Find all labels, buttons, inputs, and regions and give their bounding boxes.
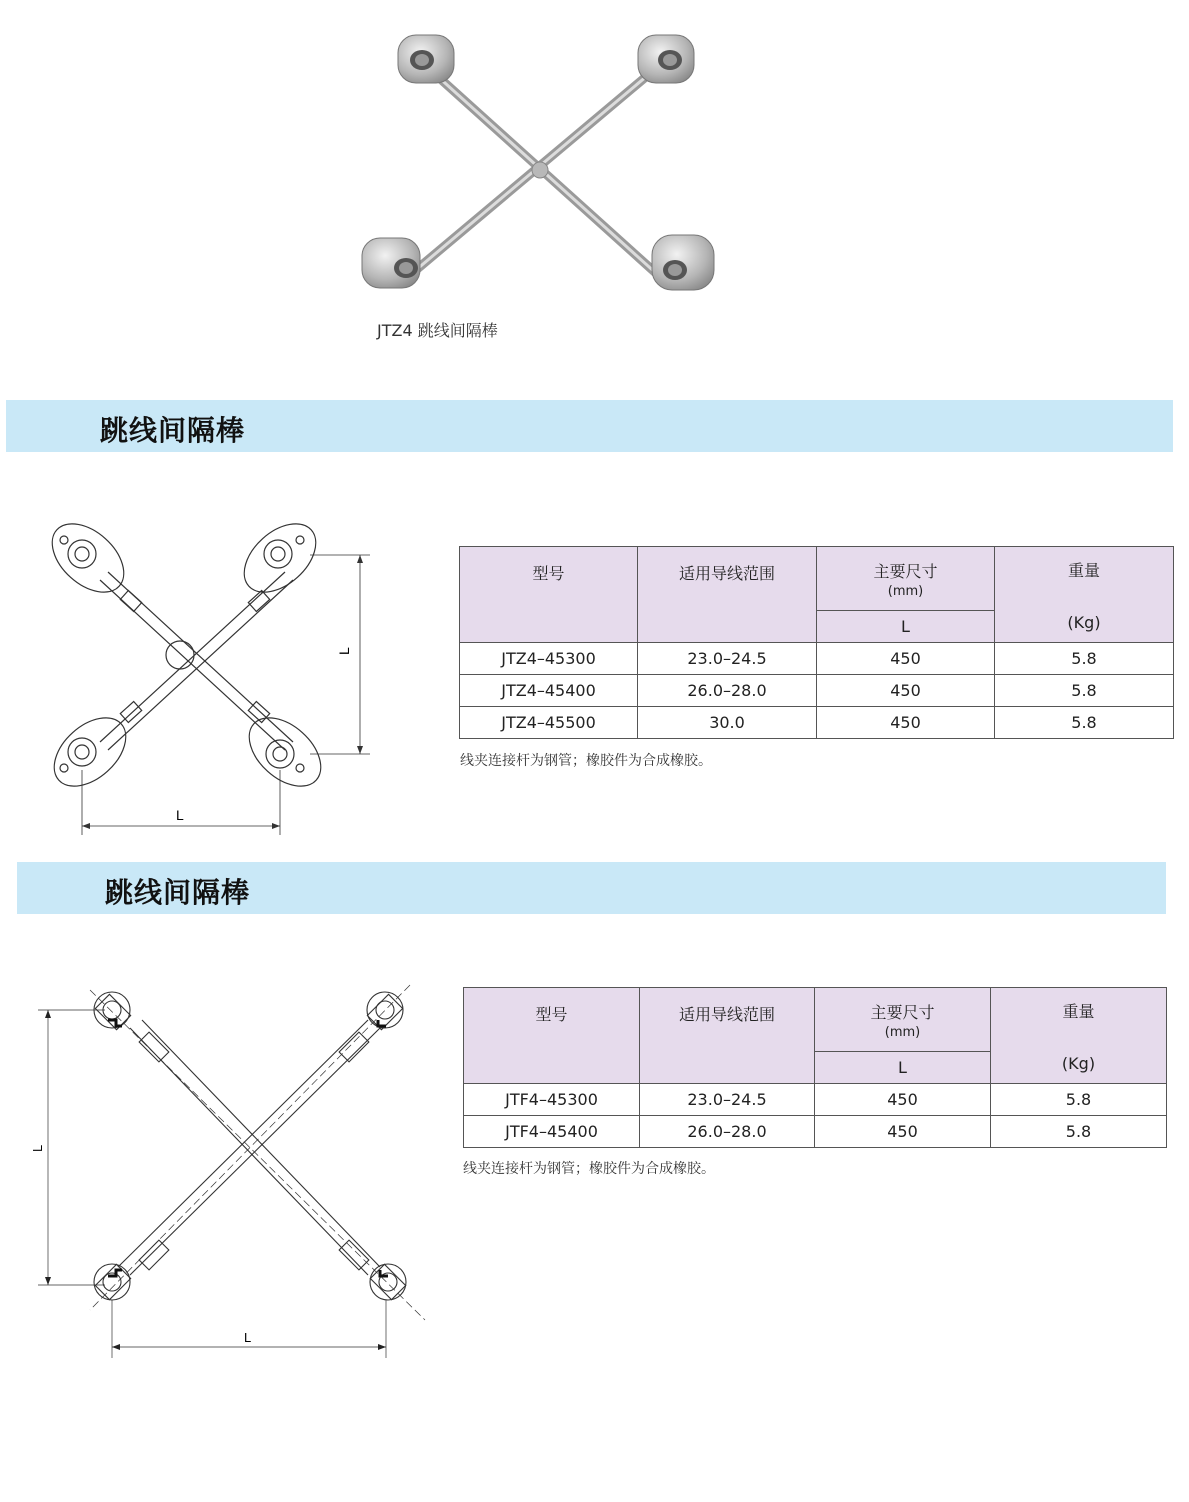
table-note: 线夹连接杆为钢管；橡胶件为合成橡胶。 [463, 1161, 715, 1177]
section-header-2 [17, 862, 1166, 914]
cell-l: 450 [817, 707, 995, 739]
cell-weight: 5.8 [991, 1084, 1167, 1116]
cell-l: 450 [817, 675, 995, 707]
cell-model: JTZ4–45500 [460, 707, 638, 739]
header-weight-label: 重量 [1062, 1001, 1095, 1021]
cell-model: JTF4–45300 [464, 1084, 640, 1116]
dimension-label-horizontal: L [176, 807, 184, 823]
cell-model: JTZ4–45400 [460, 675, 638, 707]
technical-drawing-1 [30, 510, 390, 840]
product-photo [340, 20, 740, 320]
photo-caption: JTZ4 跳线间隔棒 [377, 321, 498, 340]
header-size [817, 547, 995, 611]
table-row [464, 1116, 1167, 1148]
header-size-l: L [817, 611, 995, 643]
cell-range: 23.0–24.5 [638, 643, 817, 675]
spec-table-1 [459, 546, 1174, 739]
cell-weight: 5.8 [995, 707, 1174, 739]
table-row [460, 707, 1174, 739]
header-range: 适用导线范围 [638, 547, 817, 643]
cell-range: 30.0 [638, 707, 817, 739]
cell-range: 26.0–28.0 [640, 1116, 815, 1148]
header-weight-label: 重量 [1067, 560, 1100, 580]
cell-range: 23.0–24.5 [640, 1084, 815, 1116]
header-size-label: 主要尺寸 [873, 561, 938, 581]
header-weight-unit: (Kg) [1061, 1053, 1096, 1073]
dimension-label-vertical: L [30, 1144, 45, 1152]
table-note: 线夹连接杆为钢管；橡胶件为合成橡胶。 [460, 753, 712, 769]
cell-l: 450 [815, 1116, 991, 1148]
dimension-label-vertical: L [336, 647, 352, 655]
header-weight [991, 988, 1167, 1084]
cell-weight: 5.8 [991, 1116, 1167, 1148]
cell-weight: 5.8 [995, 675, 1174, 707]
cell-l: 450 [815, 1084, 991, 1116]
header-size-unit: (mm) [887, 583, 924, 599]
header-size [815, 988, 991, 1052]
header-weight [995, 547, 1174, 643]
section-title: 跳线间隔棒 [100, 414, 246, 447]
section-header-1 [6, 400, 1173, 452]
table-row [460, 675, 1174, 707]
header-model: 型号 [460, 547, 638, 643]
header-range: 适用导线范围 [640, 988, 815, 1084]
cell-l: 450 [817, 643, 995, 675]
header-model: 型号 [464, 988, 640, 1084]
technical-drawing-2 [30, 980, 440, 1360]
header-size-unit: (mm) [884, 1024, 921, 1040]
cell-model: JTZ4–45300 [460, 643, 638, 675]
header-size-label: 主要尺寸 [870, 1002, 935, 1022]
spec-table-2 [463, 987, 1167, 1148]
header-weight-unit: (Kg) [1067, 612, 1101, 632]
cell-weight: 5.8 [995, 643, 1174, 675]
cell-model: JTF4–45400 [464, 1116, 640, 1148]
table-row [460, 643, 1174, 675]
table-row [464, 1084, 1167, 1116]
cell-range: 26.0–28.0 [638, 675, 817, 707]
section-title: 跳线间隔棒 [105, 876, 251, 909]
dimension-label-horizontal: L [244, 1330, 252, 1345]
header-size-l: L [815, 1052, 991, 1084]
